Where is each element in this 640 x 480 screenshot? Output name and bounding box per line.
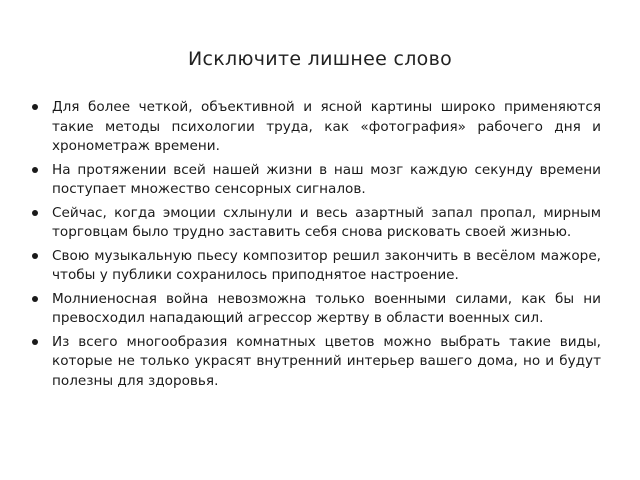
bullet-dot-icon: [32, 339, 38, 345]
bullet-text: На протяжении всей нашей жизни в наш мозг каждую секунду времени поступает множество сенсорных сигналов.: [52, 161, 601, 197]
bullet-dot-icon: [32, 104, 38, 110]
bullet-item: [31, 161, 601, 200]
bullet-item: [31, 290, 601, 329]
bullet-item: [31, 247, 601, 286]
bullet-item: [31, 98, 601, 157]
bullet-dot-icon: [32, 253, 38, 259]
bullet-text: Молниеносная война невозможна только военными силами, как бы ни превосходил нападающий агрессор жертву в области военных сил.: [52, 290, 601, 326]
bullet-dot-icon: [32, 167, 38, 173]
bullet-item: [31, 333, 601, 392]
bullet-dot-icon: [32, 210, 38, 216]
bullet-dot-icon: [32, 296, 38, 302]
bullet-text: Свою музыкальную пьесу композитор решил закончить в весёлом мажоре, чтобы у публики сохранилось приподнятое настроение.: [52, 247, 601, 283]
bullet-text: Сейчас, когда эмоции схлынули и весь азартный запал пропал, мирным торговцам было трудно заставить себя снова рисковать своей жизнью.: [52, 204, 601, 240]
slide-title: Исключите лишнее слово: [188, 48, 452, 70]
bullet-text: Для более четкой, объективной и ясной картины широко применяются такие методы психологии труда, как «фотография» рабочего дня и хронометраж времени.: [52, 99, 601, 154]
bullet-item: [31, 204, 601, 243]
bullet-list: [31, 98, 601, 395]
bullet-text: Из всего многообразия комнатных цветов можно выбрать такие виды, которые не только украсят внутренний интерьер вашего дома, но и будут полезны для здоровья.: [52, 333, 601, 389]
